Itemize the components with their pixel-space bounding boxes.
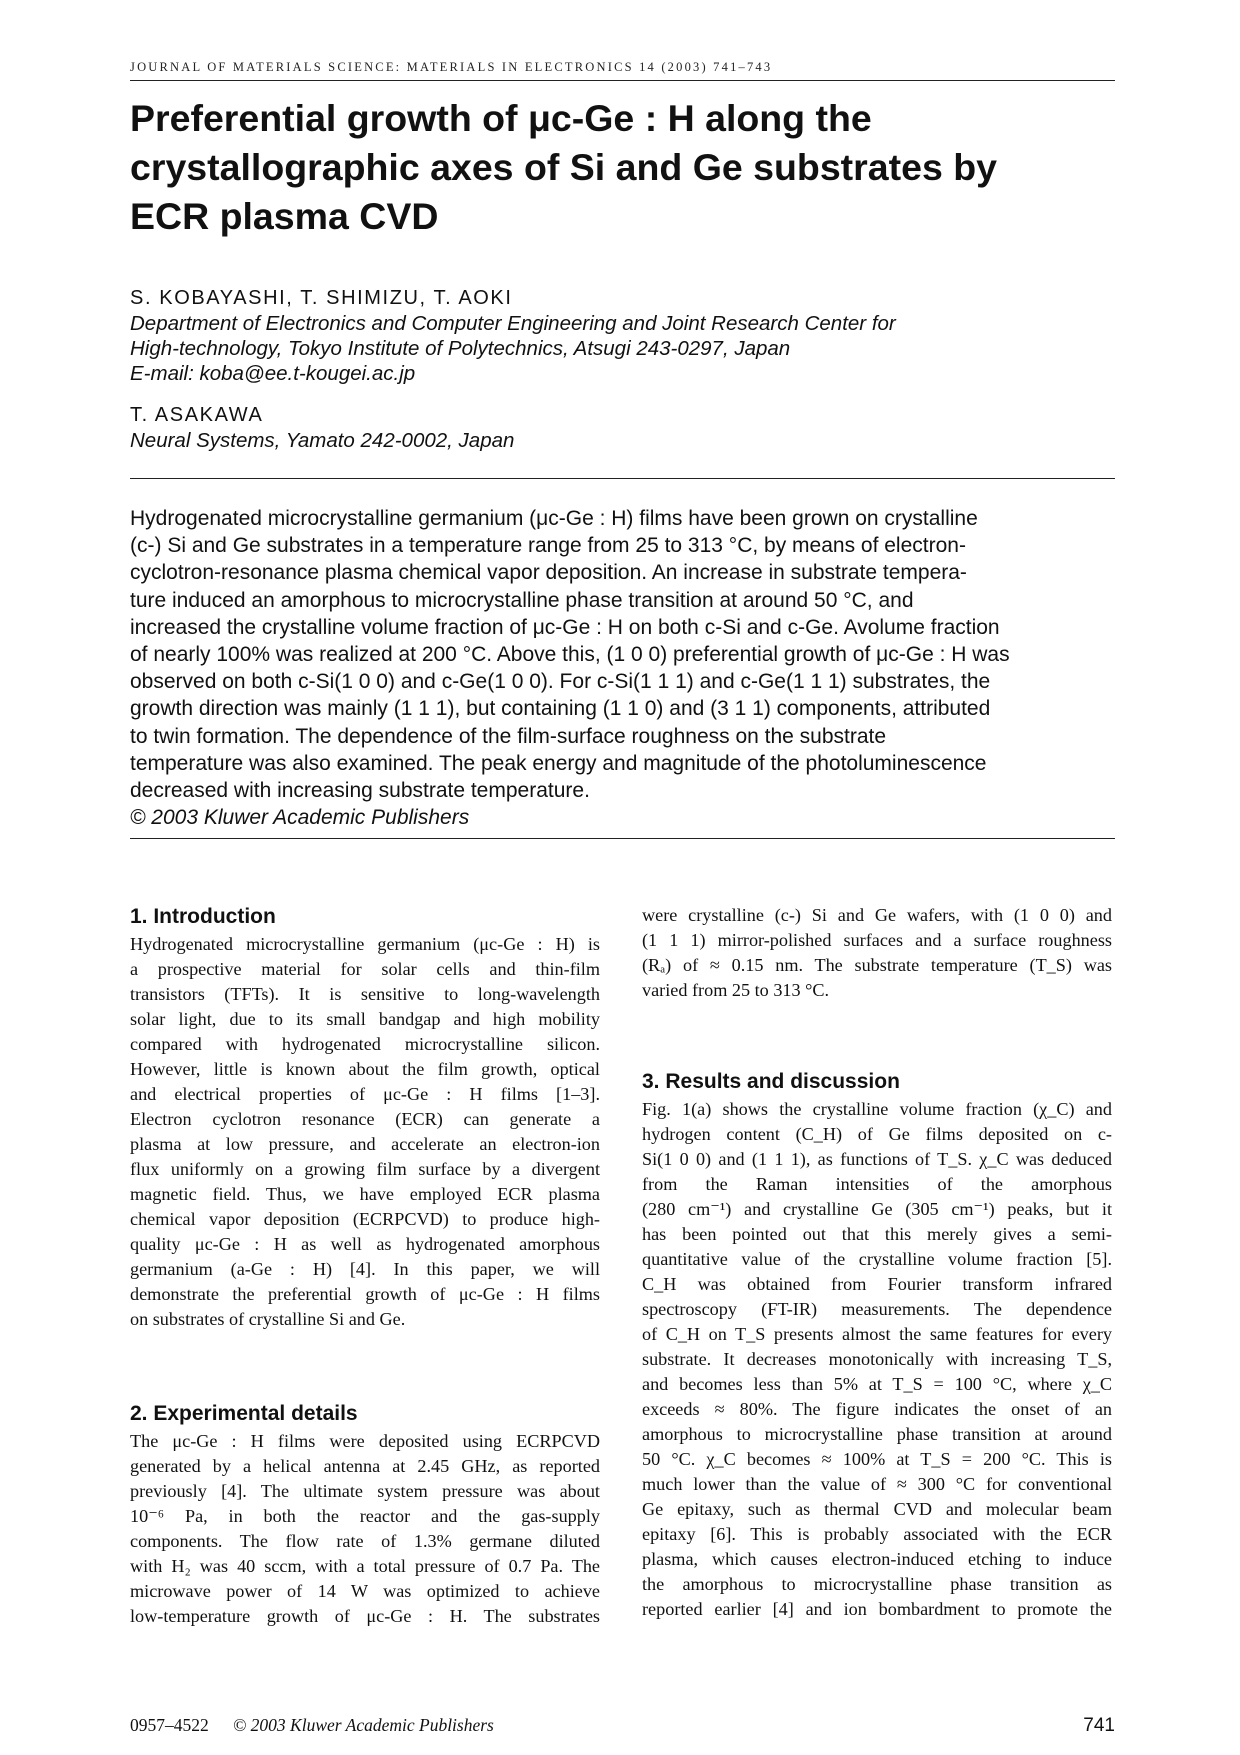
abstract-rule-top: [130, 478, 1115, 479]
text-line: with H₂ was 40 sccm, with a total pressure of 0.7 Pa. The: [130, 1556, 600, 1576]
text-line: hydrogen content (C_H) of Ge films deposited on c-: [642, 1124, 1112, 1144]
text-line: magnetic field. Thus, we have employed ECR plasma: [130, 1184, 600, 1204]
text-line: generated by a helical antenna at 2.45 GHz, as reported: [130, 1456, 600, 1476]
author-names: S. KOBAYASHI, T. SHIMIZU, T. AOKI: [130, 287, 513, 309]
author-names: T. ASAKAWA: [130, 404, 264, 426]
text-line: Ge epitaxy, such as thermal CVD and molecular beam: [642, 1499, 1112, 1519]
text-line: a prospective material for solar cells and thin-film: [130, 959, 600, 979]
author-group: [130, 402, 1115, 453]
abstract: [130, 505, 1115, 831]
text-line: varied from 25 to 313 °C.: [642, 980, 830, 1000]
section-heading-results: 3. Results and discussion: [642, 1070, 900, 1093]
abstract-copyright: © 2003 Kluwer Academic Publishers: [130, 806, 470, 830]
affiliation-line: Neural Systems, Yamato 242-0002, Japan: [130, 429, 515, 452]
email-line: E-mail: koba@ee.t-kougei.ac.jp: [130, 362, 416, 385]
text-line: has been pointed out that this merely gives a semi-: [642, 1224, 1112, 1244]
text-line: low-temperature growth of μc-Ge : H. The substrates: [130, 1606, 600, 1626]
abstract-line: Hydrogenated microcrystalline germanium (μc-Ge : H) films have been grown on crystalline: [130, 507, 978, 530]
abstract-line: of nearly 100% was realized at 200 °C. Above this, (1 0 0) preferential growth of μc-Ge : H was: [130, 643, 1010, 667]
text-line: Fig. 1(a) shows the crystalline volume fraction (χ_C) and: [642, 1099, 1112, 1119]
text-line: solar light, due to its small bandgap and high mobility: [130, 1009, 600, 1029]
title-line: crystallographic axes of Si and Ge substrates by: [130, 146, 997, 188]
results-text: [642, 1097, 1112, 1622]
section-heading-experimental: 2. Experimental details: [130, 1402, 358, 1425]
title-line: ECR plasma CVD: [130, 195, 439, 237]
abstract-line: decreased with increasing substrate temperature.: [130, 779, 590, 803]
text-line: and electrical properties of μc-Ge : H films [1–3].: [130, 1084, 600, 1104]
page-footer: [130, 1715, 1115, 1741]
text-line: exceeds ≈ 80%. The figure indicates the onset of an: [642, 1399, 1112, 1419]
text-line: previously [4]. The ultimate system pressure was about: [130, 1481, 600, 1501]
abstract-line: ture induced an amorphous to microcrystalline phase transition at around 50 °C, and: [130, 588, 914, 612]
text-line: of C_H on T_S presents almost the same features for every: [642, 1324, 1112, 1344]
text-line: chemical vapor deposition (ECRPCVD) to produce high-: [130, 1209, 600, 1229]
abstract-line: observed on both c-Si(1 0 0) and c-Ge(1 0 0). For c-Si(1 1 1) and c-Ge(1 1 1) substrates, the: [130, 670, 991, 694]
experimental-text-continued: [642, 903, 1112, 1003]
paper-title: [130, 94, 1115, 241]
abstract-line: to twin formation. The dependence of the film-surface roughness on the substrate: [130, 724, 887, 748]
text-line: Hydrogenated microcrystalline germanium (μc-Ge : H) is: [130, 934, 600, 954]
abstract-line: cyclotron-resonance plasma chemical vapor deposition. An increase in substrate tempera-: [130, 561, 967, 585]
text-line: plasma, which causes electron-induced etching to induce: [642, 1549, 1112, 1569]
text-line: spectroscopy (FT-IR) measurements. The dependence: [642, 1299, 1112, 1319]
text-line: 10⁻⁶ Pa, in both the reactor and the gas-supply: [130, 1506, 600, 1526]
affiliation-line: Department of Electronics and Computer Engineering and Joint Research Center for: [130, 312, 896, 335]
abstract-line: increased the crystalline volume fraction of μc-Ge : H on both c-Si and c-Ge. Avolume fraction: [130, 615, 1000, 639]
text-line: plasma at low pressure, and accelerate an electron-ion: [130, 1134, 600, 1154]
text-line: reported earlier [4] and ion bombardment to promote the: [642, 1599, 1112, 1619]
text-line: C_H was obtained from Fourier transform infrared: [642, 1274, 1112, 1294]
footer-issn: 0957–4522: [130, 1715, 209, 1735]
authors-block: [130, 285, 1115, 453]
text-line: were crystalline (c-) Si and Ge wafers, with (1 0 0) and: [642, 905, 1112, 925]
text-line: The μc-Ge : H films were deposited using ECRPCVD: [130, 1431, 600, 1451]
page-number: 741: [1083, 1715, 1115, 1736]
text-line: substrate. It decreases monotonically with increasing T_S,: [642, 1349, 1112, 1369]
right-column: [642, 903, 1112, 1622]
abstract-rule-bottom: [130, 838, 1115, 839]
header-rule: [130, 80, 1115, 81]
text-line: from the Raman intensities of the amorphous: [642, 1174, 1112, 1194]
text-line: components. The flow rate of 1.3% germane diluted: [130, 1531, 600, 1551]
text-line: transistors (TFTs). It is sensitive to long-wavelength: [130, 984, 600, 1004]
text-line: However, little is known about the film growth, optical: [130, 1059, 600, 1079]
text-line: Electron cyclotron resonance (ECR) can generate a: [130, 1109, 600, 1129]
abstract-line: growth direction was mainly (1 1 1), but containing (1 1 0) and (3 1 1) components, attributed: [130, 697, 991, 721]
author-group: [130, 285, 1115, 386]
text-line: epitaxy [6]. This is probably associated with the ECR: [642, 1524, 1112, 1544]
abstract-line: temperature was also examined. The peak energy and magnitude of the photoluminescence: [130, 751, 987, 775]
text-line: compared with hydrogenated microcrystalline silicon.: [130, 1034, 600, 1054]
introduction-text: [130, 932, 600, 1332]
text-line: much lower than the value of ≈ 300 °C for conventional: [642, 1474, 1112, 1494]
text-line: flux uniformly on a growing film surface by a divergent: [130, 1159, 600, 1179]
text-line: Si(1 0 0) and (1 1 1), as functions of T_S. χ_C was deduced: [642, 1149, 1112, 1169]
experimental-text: [130, 1429, 600, 1629]
text-line: quantitative value of the crystalline volume fraction [5].: [642, 1249, 1112, 1269]
title-line: Preferential growth of μc-Ge : H along the: [130, 97, 872, 139]
affiliation-line: High-technology, Tokyo Institute of Polytechnics, Atsugi 243-0297, Japan: [130, 337, 791, 360]
left-column: [130, 903, 600, 1629]
footer-copyright: © 2003 Kluwer Academic Publishers: [233, 1715, 494, 1735]
text-line: amorphous to microcrystalline phase transition at around: [642, 1424, 1112, 1444]
text-line: quality μc-Ge : H as well as hydrogenated amorphous: [130, 1234, 600, 1254]
abstract-line: (c-) Si and Ge substrates in a temperature range from 25 to 313 °C, by means of electron-: [130, 534, 966, 558]
section-heading-introduction: 1. Introduction: [130, 905, 276, 928]
text-line: microwave power of 14 W was optimized to achieve: [130, 1581, 600, 1601]
journal-header: JOURNAL OF MATERIALS SCIENCE: MATERIALS IN ELECTRONICS 14 (2003) 741–743: [130, 60, 773, 74]
text-line: demonstrate the preferential growth of μc-Ge : H films: [130, 1284, 600, 1304]
text-line: (1 1 1) mirror-polished surfaces and a surface roughness: [642, 930, 1112, 950]
text-line: germanium (a-Ge : H) [4]. In this paper, we will: [130, 1259, 600, 1279]
text-line: on substrates of crystalline Si and Ge.: [130, 1309, 406, 1329]
text-line: 50 °C. χ_C becomes ≈ 100% at T_S = 200 °C. This is: [642, 1449, 1112, 1469]
text-line: and becomes less than 5% at T_S = 100 °C, where χ_C: [642, 1374, 1112, 1394]
text-line: (Rₐ) of ≈ 0.15 nm. The substrate temperature (T_S) was: [642, 955, 1112, 975]
text-line: (280 cm⁻¹) and crystalline Ge (305 cm⁻¹) peaks, but it: [642, 1199, 1112, 1219]
text-line: the amorphous to microcrystalline phase transition as: [642, 1574, 1112, 1594]
